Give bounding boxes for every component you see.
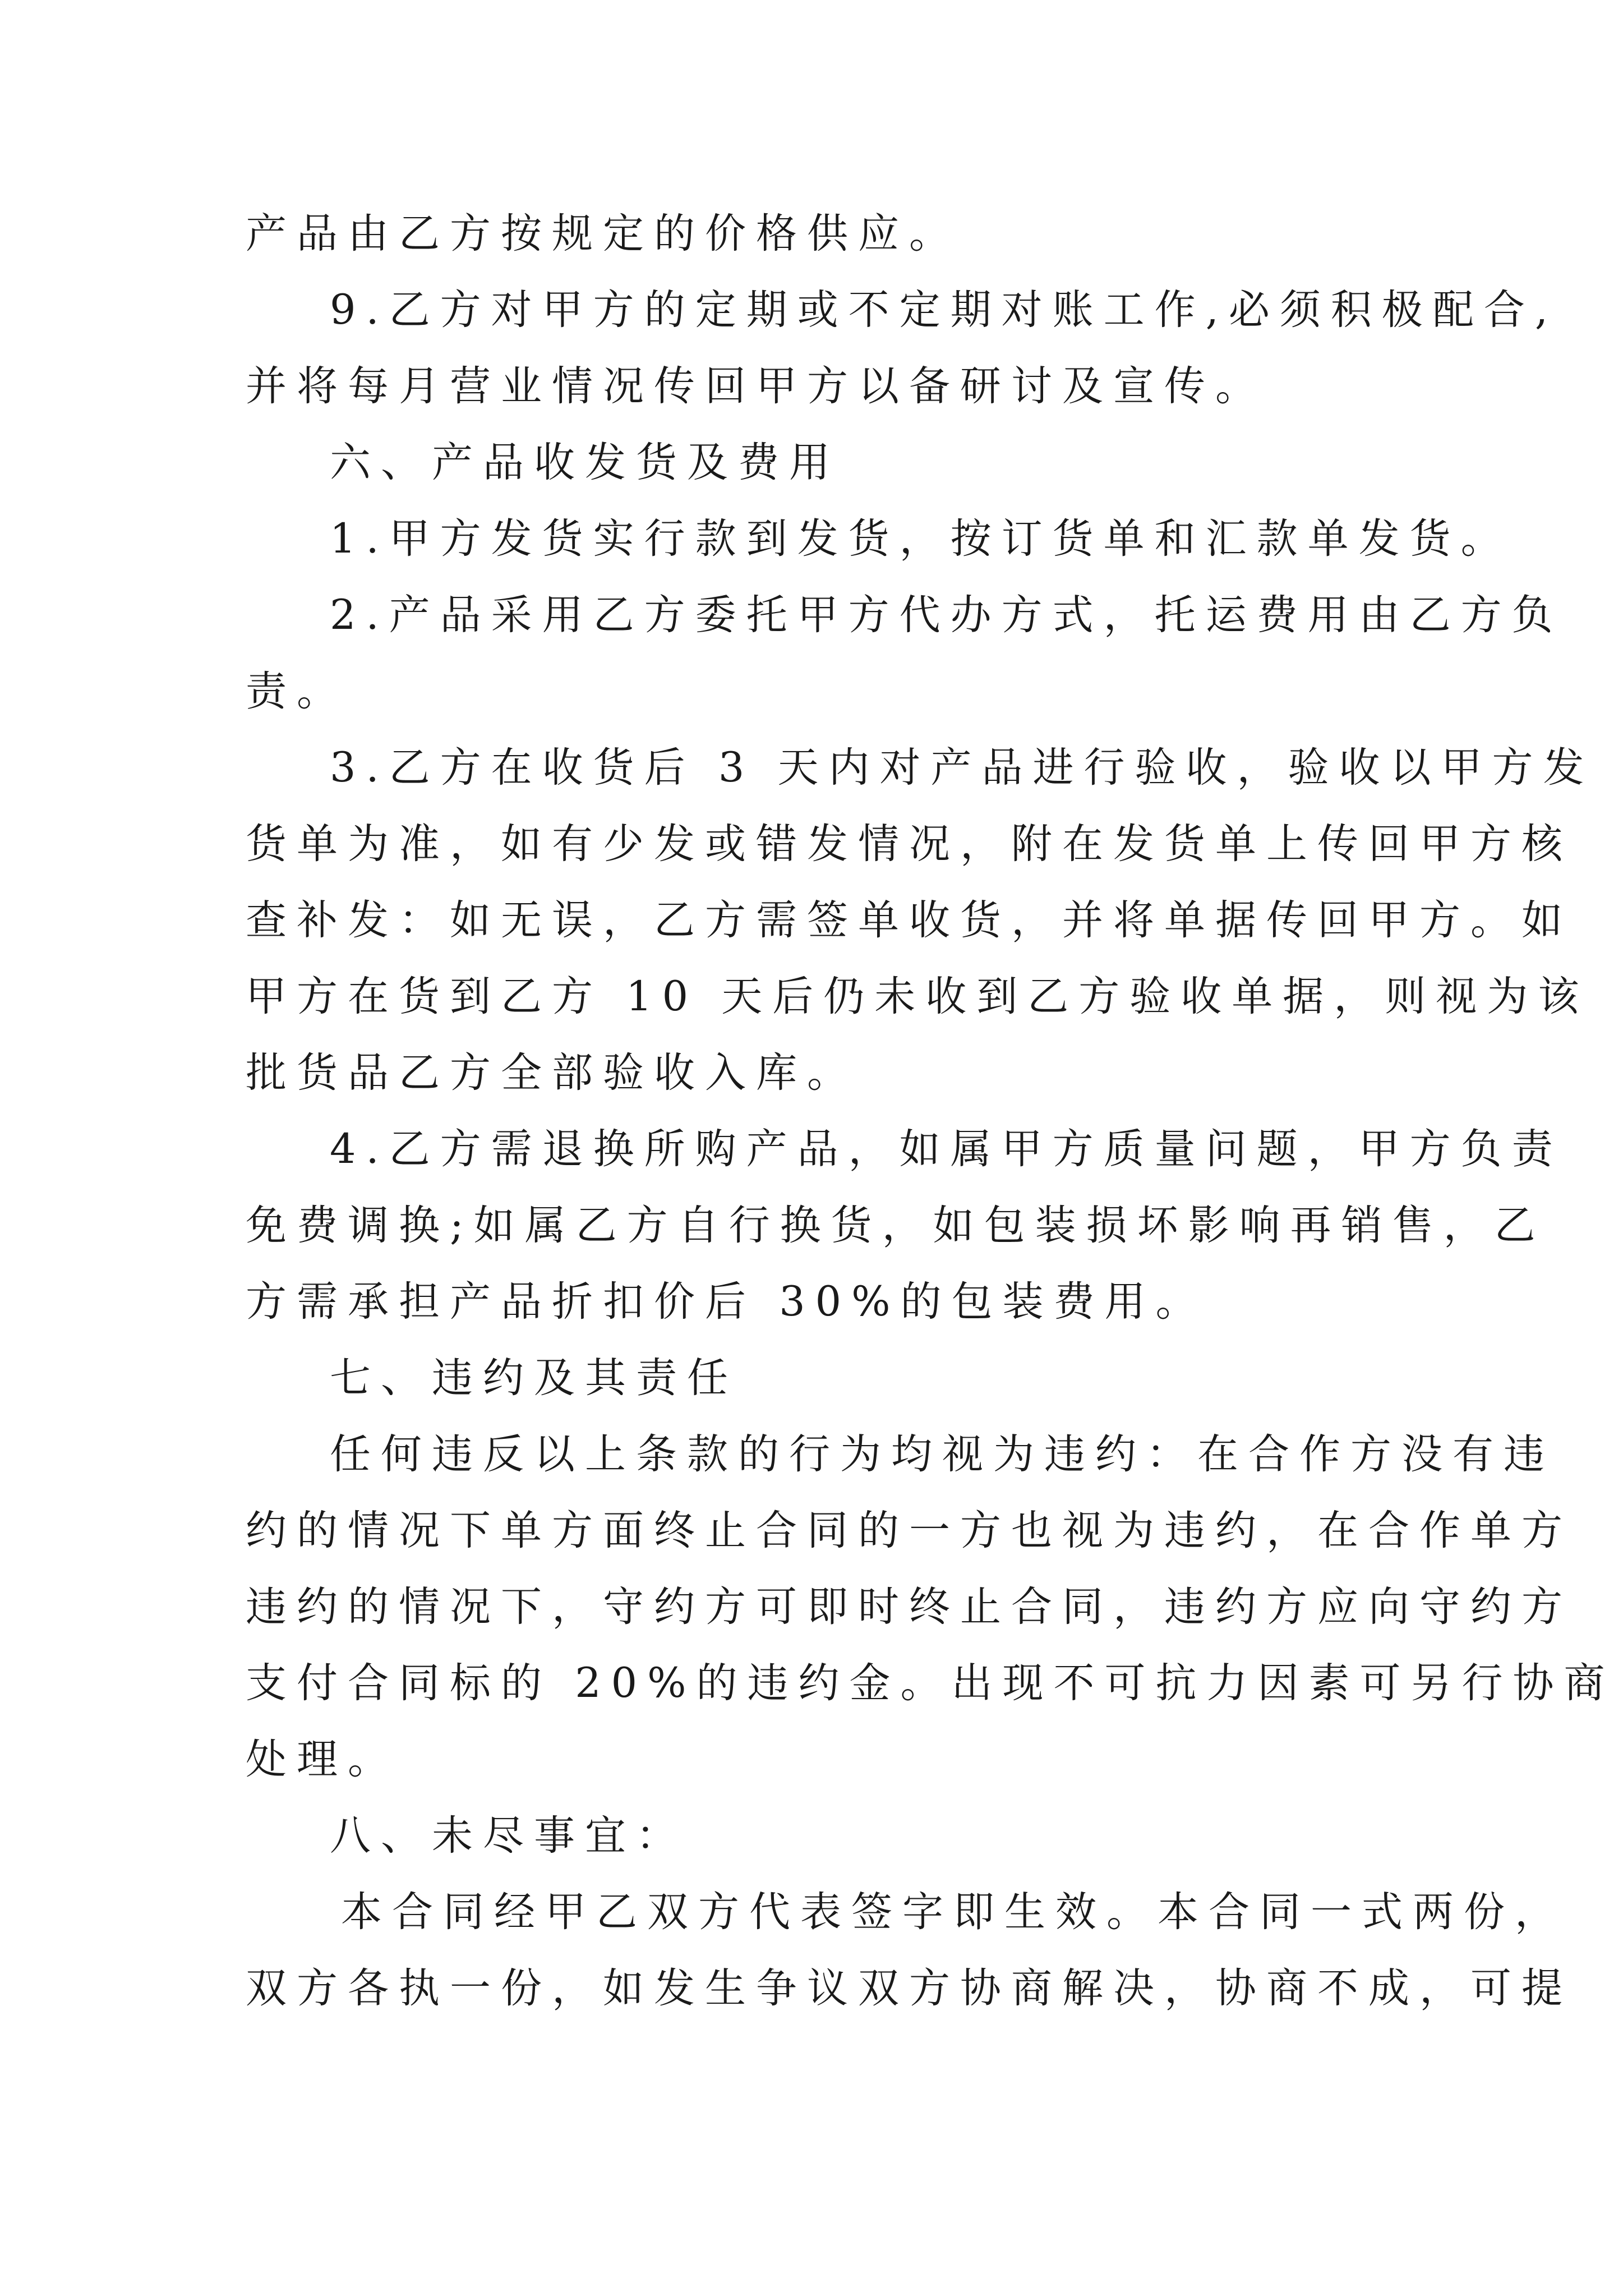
paragraph-line: 并将每月营业情况传回甲方以备研讨及宣传。: [246, 362, 1266, 410]
section-heading-8: 八、未尽事宜：: [330, 1812, 687, 1860]
paragraph-line: 责。: [246, 668, 348, 715]
breach-clause-line: 任何违反以上条款的行为均视为违约：在合作方没有违: [330, 1430, 1555, 1478]
paragraph-line: 约的情况下单方面终止合同的一方也视为违约，在合作单方: [246, 1507, 1573, 1554]
paragraph-line: 方需承担产品折扣价后 30%的包装费用。: [246, 1278, 1207, 1326]
paragraph-line: 产品由乙方按规定的价格供应。: [246, 210, 960, 257]
paragraph-line: 双方各执一份，如发生争议双方协商解决，协商不成，可提: [246, 1964, 1573, 2012]
paragraph-line: 甲方在货到乙方 10 天后仍未收到乙方验收单据，则视为该: [246, 973, 1589, 1020]
clause-3-line: 3.乙方在收货后 3 天内对产品进行验收，验收以甲方发: [330, 744, 1594, 792]
paragraph-line: 货单为准，如有少发或错发情况，附在发货单上传回甲方核: [246, 820, 1573, 868]
clause-9-line: 9.乙方对甲方的定期或不定期对账工作,必须积极配合,: [330, 286, 1559, 334]
final-clause-line: 本合同经甲乙双方代表签字即生效。本合同一式两份，: [341, 1888, 1566, 1936]
clause-2-line: 2.产品采用乙方委托甲方代办方式，托运费用由乙方负: [330, 591, 1563, 639]
paragraph-line: 处理。: [246, 1736, 399, 1783]
paragraph-line: 免费调换;如属乙方自行换货，如包装损坏影响再销售，乙: [246, 1202, 1546, 1249]
paragraph-line: 违约的情况下，守约方可即时终止合同，违约方应向守约方: [246, 1583, 1573, 1631]
paragraph-line: 支付合同标的 20%的违约金。出现不可抗力因素可另行协商: [246, 1659, 1615, 1707]
clause-4-line: 4.乙方需退换所购产品，如属甲方质量问题，甲方负责: [330, 1125, 1563, 1173]
document-body: [246, 196, 1615, 2027]
paragraph-line: 查补发：如无误，乙方需签单收货，并将单据传回甲方。如: [246, 896, 1573, 944]
paragraph-line: 批货品乙方全部验收入库。: [246, 1049, 858, 1097]
section-heading-7: 七、违约及其责任: [330, 1354, 738, 1402]
clause-1-line: 1.甲方发货实行款到发货，按订货单和汇款单发货。: [330, 515, 1512, 563]
section-heading-6: 六、产品收发货及费用: [330, 439, 840, 486]
